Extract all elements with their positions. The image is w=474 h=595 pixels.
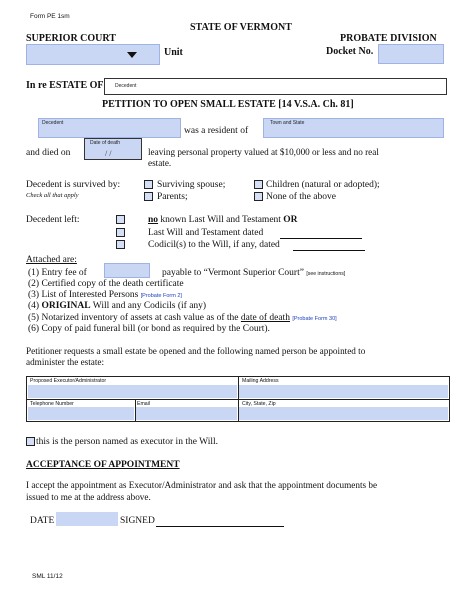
item1-post: payable to “Vermont Superior Court” [see instructions]	[162, 268, 346, 278]
will-label: Last Will and Testament dated	[148, 228, 264, 238]
decedent-name-input[interactable]	[38, 118, 181, 138]
parents-label: Parents;	[157, 192, 188, 202]
form-id: Form PE 1sm	[30, 13, 70, 20]
unit-select[interactable]	[26, 44, 160, 65]
item3: (3) List of Interested Persons [Probate Form 2]	[28, 290, 182, 300]
docket-label: Docket No.	[326, 46, 374, 57]
item4: (4) ORIGINAL Will and any Codicils (if any)	[28, 301, 207, 311]
division-label: PROBATE DIVISION	[340, 33, 437, 44]
acceptance-line-2: issued to me at the address above.	[26, 492, 151, 502]
executor-table	[26, 376, 450, 422]
item6: (6) Copy of paid funeral bill (or bond as required by the Court).	[28, 324, 270, 334]
executor-name-input[interactable]	[28, 385, 237, 398]
children-label: Children (natural or adopted);	[266, 180, 380, 190]
chevron-down-icon	[127, 52, 137, 58]
signed-label: SIGNED	[120, 516, 155, 526]
leaving-text: leaving personal property valued at $10,000 or less and no real	[148, 147, 379, 157]
footer-code: SML 11/12	[32, 573, 63, 580]
email-label: Email	[137, 401, 150, 407]
codicil-date-line[interactable]	[293, 250, 365, 251]
telephone-input[interactable]	[28, 407, 134, 420]
mailing-label: Mailing Address	[242, 378, 279, 384]
died-on-label: and died on	[26, 148, 71, 158]
item1-label: (1) Entry fee of	[28, 268, 87, 278]
will-date-line[interactable]	[280, 238, 362, 239]
named-executor-checkbox[interactable]	[26, 437, 35, 446]
date-of-death-input[interactable]	[84, 138, 142, 160]
parents-checkbox[interactable]	[144, 192, 153, 201]
probate-form-30-link[interactable]: [Probate Form 30]	[292, 316, 337, 322]
item2: (2) Certified copy of the death certificate	[28, 279, 184, 289]
children-checkbox[interactable]	[254, 180, 263, 189]
court-label: SUPERIOR COURT	[26, 33, 116, 44]
date-input[interactable]	[56, 512, 118, 526]
telephone-label: Telephone Number	[30, 401, 74, 407]
town-hint: Town and State	[270, 120, 305, 126]
city-state-zip-input[interactable]	[239, 407, 448, 420]
resident-text: was a resident of	[184, 126, 249, 136]
unit-label: Unit	[164, 47, 183, 58]
none-label: None of the above	[266, 192, 336, 202]
no-will-label: no known Last Will and Testament OR	[148, 215, 298, 225]
item5: (5) Notarized inventory of assets at cash value as of the date of death [Probate Form 30]	[28, 313, 337, 323]
decedent-hint: Decedent	[115, 83, 137, 89]
probate-form-2-link[interactable]: [Probate Form 2]	[140, 293, 182, 299]
date-hint: Date of death	[90, 140, 121, 146]
signature-line[interactable]	[156, 526, 284, 527]
named-executor-label: this is the person named as executor in the Will.	[36, 437, 219, 447]
codicil-label: Codicil(s) to the Will, if any, dated	[148, 240, 280, 250]
survived-label: Decedent is survived by:	[26, 180, 121, 190]
docket-input[interactable]	[378, 44, 444, 64]
estate-decedent-input[interactable]	[104, 78, 447, 95]
attached-heading: Attached are:	[26, 255, 77, 265]
decedent-hint-2: Decedent	[42, 120, 64, 126]
spouse-checkbox[interactable]	[144, 180, 153, 189]
mailing-address-input[interactable]	[239, 385, 448, 398]
acceptance-heading: ACCEPTANCE OF APPOINTMENT	[26, 460, 180, 470]
request-line-1: Petitioner requests a small estate be opened and the following named person be appointed to	[26, 346, 366, 356]
state-title: STATE OF VERMONT	[190, 22, 292, 33]
left-label: Decedent left:	[26, 215, 80, 225]
email-input[interactable]	[136, 407, 237, 420]
will-checkbox[interactable]	[116, 228, 125, 237]
survived-sub: Check all that apply	[26, 192, 79, 199]
acceptance-line-1: I accept the appointment as Executor/Administrator and ask that the appointment documents be	[26, 480, 378, 490]
request-line-2: administer the estate:	[26, 357, 105, 367]
petition-title: PETITION TO OPEN SMALL ESTATE [14 V.S.A. Ch. 81]	[102, 99, 354, 110]
spouse-label: Surviving spouse;	[157, 180, 226, 190]
leaving-text-2: estate.	[148, 158, 172, 168]
none-checkbox[interactable]	[254, 192, 263, 201]
codicil-checkbox[interactable]	[116, 240, 125, 249]
town-state-input[interactable]	[263, 118, 444, 138]
city-label: City, State, Zip	[242, 401, 276, 407]
executor-label: Proposed Executor/Administrator	[30, 378, 107, 384]
entry-fee-input[interactable]	[104, 263, 150, 278]
in-re-label: In re ESTATE OF	[26, 80, 104, 91]
no-will-checkbox[interactable]	[116, 215, 125, 224]
date-placeholder: / /	[105, 149, 112, 158]
date-label: DATE	[30, 516, 55, 526]
